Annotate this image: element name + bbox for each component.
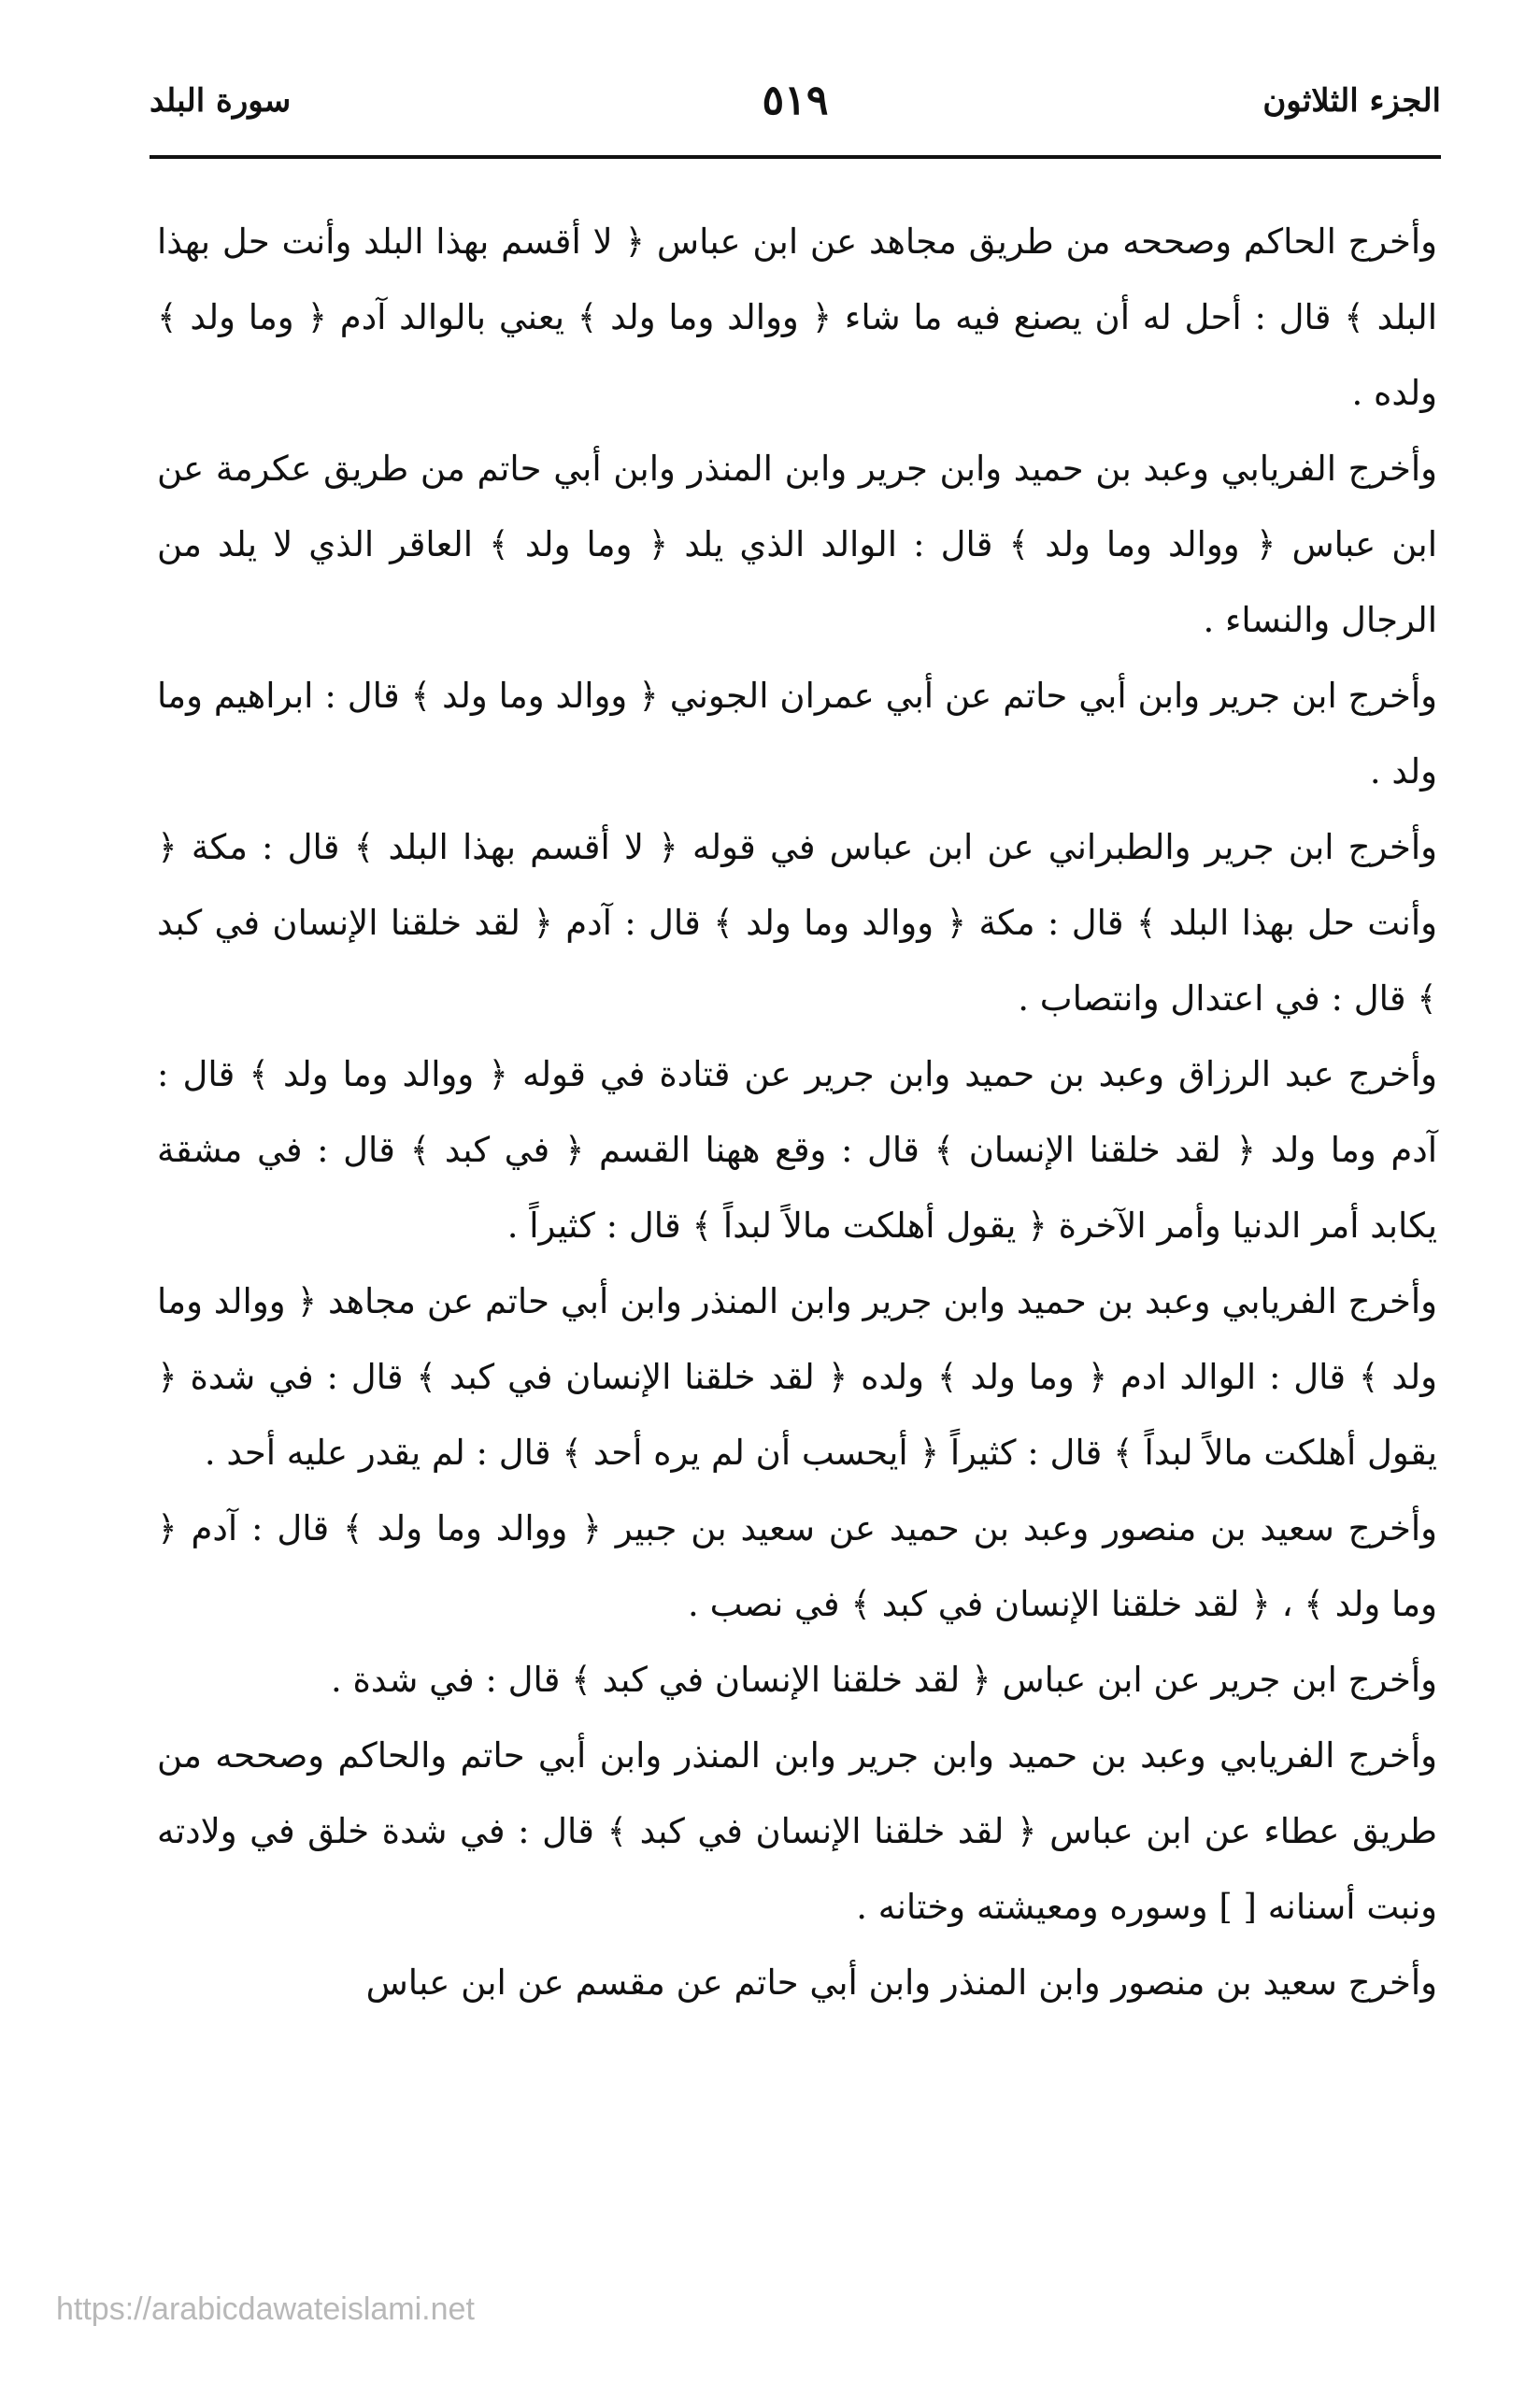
juz-title: الجزء الثلاثون [1262, 82, 1441, 120]
watermark-url: https://arabicdawateislami.net [56, 2291, 475, 2327]
paragraph: وأخرج الفريابي وعبد بن حميد وابن جرير وابن المنذر وابن أبي حاتم عن مجاهد ﴿ ووالد وما ولد ﴾ قال : الوالد ادم ﴿ وما ولد ﴾ ولده ﴿ لقد خلقنا الإنسان في كبد ﴾ قال : في شدة ﴿ يقول أهلكت مالاً لبداً ﴾ قال : كثيراً ﴿ أيحسب أن لم يره أحد ﴾ قال : لم يقدر عليه أحد . [157, 1281, 1437, 1473]
paragraph: وأخرج الحاكم وصححه من طريق مجاهد عن ابن عباس ﴿ لا أقسم بهذا البلد وأنت حل بهذا البلد ﴾ قال : أحل له أن يصنع فيه ما شاء ﴿ ووالد وما ولد ﴾ يعني بالوالد آدم ﴿ وما ولد ﴾ ولده . [157, 221, 1437, 413]
paragraph: وأخرج عبد الرزاق وعبد بن حميد وابن جرير عن قتادة في قوله ﴿ ووالد وما ولد ﴾ قال : آدم وما ولد ﴿ لقد خلقنا الإنسان ﴾ قال : وقع ههنا القسم ﴿ في كبد ﴾ قال : في مشقة يكابد أمر الدنيا وأمر الآخرة ﴿ يقول أهلكت مالاً لبداً ﴾ قال : كثيراً . [157, 1054, 1437, 1246]
paragraph: وأخرج سعيد بن منصور وعبد بن حميد عن سعيد بن جبير ﴿ ووالد وما ولد ﴾ قال : آدم ﴿ وما ولد ﴾ ، ﴿ لقد خلقنا الإنسان في كبد ﴾ في نصب . [157, 1508, 1437, 1624]
header-divider [150, 155, 1441, 159]
paragraph: وأخرج الفريابي وعبد بن حميد وابن جرير وابن المنذر وابن أبي حاتم والحاكم وصححه من طريق عطاء عن ابن عباس ﴿ لقد خلقنا الإنسان في كبد ﴾ قال : في شدة خلق في ولادته ونبت أسنانه [ ] وسوره ومعيشته وختانه . [157, 1735, 1437, 1927]
surah-title: سورة البلد [150, 82, 292, 120]
paragraph: وأخرج ابن جرير والطبراني عن ابن عباس في قوله ﴿ لا أقسم بهذا البلد ﴾ قال : مكة ﴿ وأنت حل بهذا البلد ﴾ قال : مكة ﴿ ووالد وما ولد ﴾ قال : آدم ﴿ لقد خلقنا الإنسان في كبد ﴾ قال : في اعتدال وانتصاب . [157, 827, 1437, 1019]
page-body [157, 204, 1437, 2020]
paragraph: وأخرج الفريابي وعبد بن حميد وابن جرير وابن المنذر وابن أبي حاتم من طريق عكرمة عن ابن عباس ﴿ ووالد وما ولد ﴾ قال : الوالد الذي يلد ﴿ وما ولد ﴾ العاقر الذي لا يلد من الرجال والنساء . [157, 449, 1437, 640]
paragraph: وأخرج ابن جرير عن ابن عباس ﴿ لقد خلقنا الإنسان في كبد ﴾ قال : في شدة . [331, 1660, 1437, 1700]
page-header [150, 77, 1441, 151]
paragraph: وأخرج سعيد بن منصور وابن المنذر وابن أبي حاتم عن مقسم عن ابن عباس [365, 1962, 1437, 2003]
page-number: ٥١٩ [762, 77, 829, 124]
paragraph: وأخرج ابن جرير وابن أبي حاتم عن أبي عمران الجوني ﴿ ووالد وما ولد ﴾ قال : ابراهيم وما ولد . [157, 676, 1437, 792]
